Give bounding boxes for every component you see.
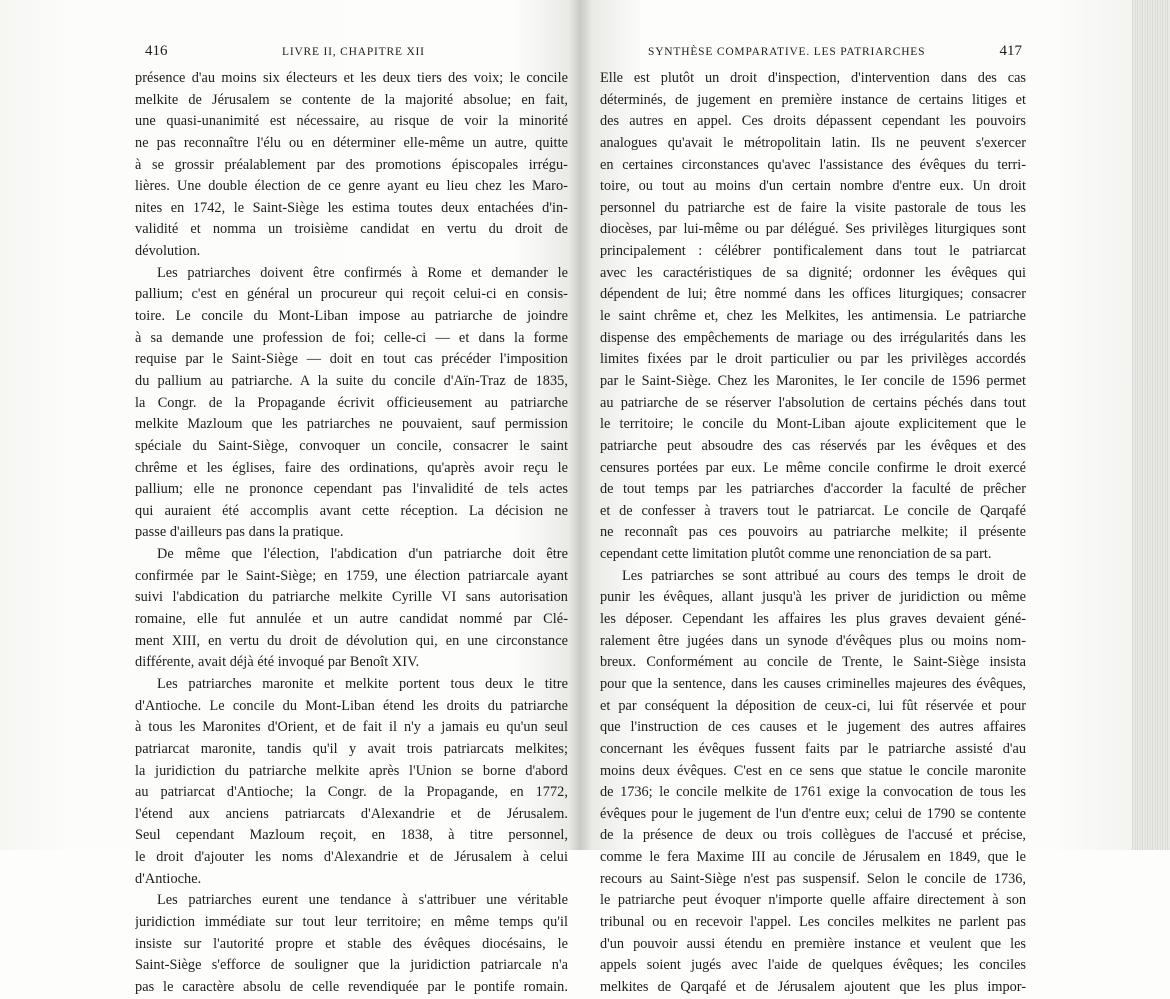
page-edges [1132,0,1170,850]
text-line: de tout temps par les patriarches d'accorder la faculté de prêcher [600,481,1026,498]
text-line: avec les caractéristiques de sa dignité; ordonner les évêques qui [600,264,1026,281]
text-line: ne reconnaît pas ces pouvoirs au patriarche melkite; il présente [600,524,1026,541]
text-line: de 1736; le concile melkite de 1761 exige la convocation de tous les [600,784,1026,801]
text-line: De même que l'élection, l'abdication d'un patriarche doit être [157,546,568,563]
text-line: et de confesser à travers tout le patriarcat. Le concile de Qarqafé [600,502,1026,519]
text-line: melkite Mazloum que les patriarches ne pouvaient, sauf permission [135,416,568,433]
text-line: analogues qu'avait le métropolitain latin. Ils ne peuvent s'exercer [600,134,1026,151]
text-line: principalement : célébrer pontificalement dans tout le patriarcat [600,243,1026,260]
text-line: au patriarche de se réserver l'absolution de certains péchés dans tout [600,394,1026,411]
left-running-head [135,38,568,68]
left-body-text [135,68,568,999]
left-page-number: 416 [145,43,168,59]
text-line: à tous les Maronites d'Orient, et de fait il n'y a jamais eu qu'un seul [135,719,568,736]
text-line: ne pas reconnaître l'élu ou en déterminer elle-même un autre, quitte [135,134,568,151]
text-line: le droit d'ajouter les noms d'Alexandrie et de Jérusalem à celui [135,849,568,866]
text-line: d'Antioche. [135,870,202,887]
text-line: que l'instruction de ces causes et le jugement des autres affaires [600,719,1026,736]
text-line: diocèses, par lui-même ou par délégué. Ses privilèges liturgiques sont [600,221,1026,238]
text-line: chrême et les églises, faire des ordinations, qu'après avoir reçu le [135,459,568,476]
text-line: à se grossir préalablement par des promotions épiscopales irrégu- [135,156,568,173]
text-line: évêques pour le jugement de l'un d'entre eux; celui de 1790 se contente [600,805,1026,822]
text-line: breux. Conformément au concile de Trente, le Saint-Siège insista [600,654,1026,671]
text-line: passe d'ailleurs pas dans la pratique. [135,524,344,541]
text-line: cependant cette limitation plutôt comme une renonciation de sa part. [600,546,992,563]
text-line: recours au Saint-Siège n'est pas suspensif. Selon le concile de 1736, [600,870,1026,887]
left-page [135,38,568,999]
right-running-title: SYNTHÈSE COMPARATIVE. LES PATRIARCHES [648,46,926,58]
text-line: juridiction immédiate sur tout leur territoire; en même temps qu'il [135,913,568,930]
text-line: moins deux évêques. C'est en ce sens que statue le concile maronite [600,762,1026,779]
text-line: validité et nomma un troisième candidat en vertu du droit de [135,221,568,238]
text-line: par le Saint-Siège. Chez les Maronites, le Ier concile de 1596 permet [600,372,1026,389]
right-running-head [600,38,1026,68]
text-line: ment XIII, en vertu du droit de dévolution qui, en une circonstance [135,632,568,649]
text-line: une quasi-unanimité est nécessaire, au risque de voir la minorité [135,113,568,130]
text-line: les déposer. Cependant les affaires les plus graves devaient géné- [600,611,1026,628]
text-line: l'étend aux anciens patriarcats d'Alexandrie et de Jérusalem. [135,805,568,822]
text-line: spéciale du Saint-Siège, convoquer un concile, consacrer le saint [135,437,568,454]
text-line: patriarcat maronite, tandis qu'il y avait trois patriarcats melkites; [135,740,568,757]
text-line: Les patriarches doivent être confirmés à Rome et demander le [157,264,568,281]
text-line: confirmée par le Saint-Siège; en 1759, une élection patriarcale ayant [135,567,568,584]
text-line: melkites de Qarqafé et de Jérusalem ajoutent que les plus impor- [600,978,1026,995]
text-line: dispense des empêchements de mariage ou des irrégularités dans les [600,329,1026,346]
text-line: du pallium au patriarche. A la suite du concile d'Aïn-Traz de 1835, [135,372,568,389]
text-line: patriarche peut absoudre des cas réservés par les évêques et des [600,437,1026,454]
right-body-text [600,68,1026,999]
text-line: de la présence de deux ou trois collègues de l'accusé et précise, [600,827,1026,844]
text-line: dépendent de lui; être nommé dans les offices liturgiques; consacrer [600,286,1026,303]
text-line: punir les évêques, allant jusqu'à les priver de juridiction ou même [600,589,1026,606]
text-line: nites en 1742, le Saint-Siège les estima toutes deux entachées d'in- [135,199,568,216]
text-line: romaine, elle fut annulée et un autre candidat nommé par Clé- [135,611,568,628]
text-line: toire. Le concile du Mont-Liban impose au patriarche de joindre [135,308,568,325]
text-line: toire, ou tout au moins d'un certain nombre d'entre eux. Un droit [600,178,1026,195]
text-line: la juridiction du patriarche melkite après l'Union se borne d'abord [135,762,568,779]
text-line: le saint chrême et, chez les Melkites, les antimensia. Le patriarche [600,308,1026,325]
text-line: dévolution. [135,243,201,260]
text-line: pallium; c'est en général un procureur qui reçoit celui-ci en consis- [135,286,568,303]
text-line: ralement être jugées dans un synode d'évêques plus ou moins nom- [600,632,1026,649]
text-line: d'un pouvoir aussi étendu en première instance et veulent que les [600,935,1026,952]
text-line: tribunal ou en recevoir l'appel. Les conciles melkites ne parlent pas [600,913,1026,930]
text-line: pour que la sentence, dans les causes criminelles majeures des évêques, [600,675,1026,692]
text-line: Les patriarches maronite et melkite portent tous deux le titre [157,675,568,692]
text-line: différente, avait déjà été invoqué par Benoît XIV. [135,654,420,671]
text-line: au patriarcat d'Antioche; la Congr. de la Propagande, en 1772, [135,784,568,801]
text-line: pallium; elle ne prononce cependant pas l'invalidité de tels actes [135,481,568,498]
text-line: Les patriarches se sont attribué au cours des temps le droit de [622,567,1026,584]
text-line: présence d'au moins six électeurs et les deux tiers des voix; le concile [135,70,568,86]
text-line: Seul cependant Mazloum reçoit, en 1838, à titre personnel, [135,827,568,844]
text-line: comme le fera Maxime III au concile de Jérusalem en 1849, que le [600,849,1026,866]
text-line: appels soient jugés avec l'aide de quelques évêques; les conciles [600,957,1026,974]
text-line: en certaines circonstances qu'avec l'assistance des évêques du terri- [600,156,1026,173]
right-page-number: 417 [999,43,1022,59]
text-line: des autres en appel. Ces droits dépassent cependant les pouvoirs [600,113,1026,130]
text-line: censures portées par eux. Le même concile confirme le droit exercé [600,459,1026,476]
text-line: le territoire; le concile du Mont-Liban ajoute explicitement que le [600,416,1026,433]
text-line: requise par le Saint-Siège — doit en tout cas précéder l'imposition [135,351,568,368]
text-line: limites fixées par le droit particulier ou par les privilèges accordés [600,351,1026,368]
text-line: qui auraient été accomplis avant cette réception. La décision ne [135,502,568,519]
left-running-title: LIVRE II, CHAPITRE XII [282,46,425,58]
text-line: concernant les évêques fussent faits par le patriarche assisté d'au [600,740,1026,757]
text-line: d'Antioche. Le concile du Mont-Liban étend les droits du patriarche [135,697,568,714]
text-line: pas le caractère absolu de celle revendiquée par le pontife romain. [135,978,568,995]
text-line: melkite de Jérusalem se contente de la majorité absolue; en fait, [135,91,568,108]
text-line: déterminés, de jugement en première instance de certains litiges et [600,91,1026,108]
text-line: et par conséquent la déposition de ceux-ci, lui fût réservée et pour [600,697,1026,714]
text-line: la Congr. de la Propagande écrivit officieusement au patriarche [135,394,568,411]
text-line: suivi l'abdication du patriarche melkite Cyrille VI sans autorisation [135,589,568,606]
text-line: personnel du patriarche est de faire la visite pastorale de tous les [600,199,1026,216]
right-page [600,38,1026,999]
text-line: Elle est plutôt un droit d'inspection, d'intervention dans des cas [600,70,1026,86]
text-line: lières. Une double élection de ce genre ayant eu lieu chez les Maro- [135,178,568,195]
text-line: Les patriarches eurent une tendance à s'attribuer une véritable [157,892,568,909]
text-line: à sa demande une profession de foi; celle-ci — et dans la forme [135,329,568,346]
text-line: insiste sur l'autorité propre et stable des évêques diocésains, le [135,935,568,952]
text-line: le patriarche peut évoquer n'importe quelle affaire directement à son [600,892,1026,909]
text-line: Saint-Siège s'efforce de souligner que la juridiction patriarcale n'a [135,957,568,974]
